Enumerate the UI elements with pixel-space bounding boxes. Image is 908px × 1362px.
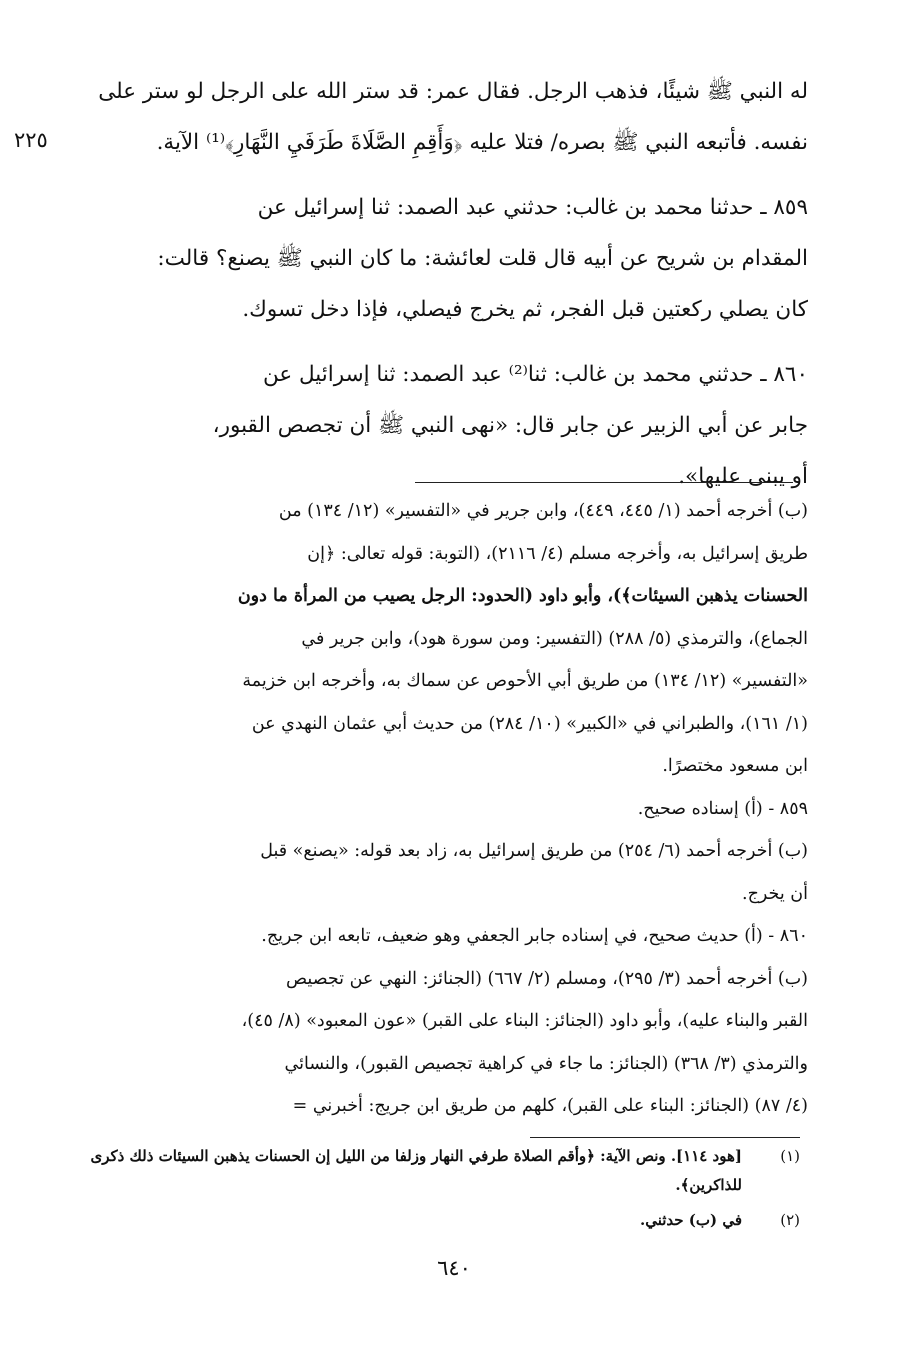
note-line: ٨٦٠ - (أ) حديث صحيح، في إسناده جابر الجعفي وهو ضعيف، تابعه ابن جريج. [261, 926, 808, 946]
main-line: له النبي ﷺ شيئًا، فذهب الرجل. فقال عمر: قد ستر الله على الرجل لو ستر على [98, 79, 808, 104]
page-number: ٦٤٠ [437, 1256, 471, 1280]
main-line: كان يصلي ركعتين قبل الفجر، ثم يخرج فيصلي، فإذا دخل تسوك. [242, 297, 808, 322]
note-line: أن يخرج. [742, 883, 808, 904]
note-line: (ب) أخرجه أحمد (٣/ ٢٩٥)، ومسلم (٢/ ٦٦٧) (الجنائز: النهي عن تجصيص [285, 968, 808, 989]
note-line: طريق إسرائيل به، وأخرجه مسلم (٤/ ٢١١٦)، (التوبة: قوله تعالى: ﴿إن [307, 543, 808, 564]
main-line: المقدام بن شريح عن أبيه قال قلت لعائشة: ما كان النبي ﷺ يصنع؟ قالت: [157, 246, 808, 271]
main-line: أو يبنى عليها». [678, 464, 808, 489]
footnote-number: (١) [780, 1147, 800, 1165]
note-line: (٤/ ٨٧) (الجنائز: البناء على القبر)، كلهم من طريق ابن جريج: أخبرني = [292, 1096, 808, 1116]
hadith-859-line: ٨٥٩ ـ حدثنا محمد بن غالب: حدثني عبد الصمد: ثنا إسرائيل عن [257, 195, 808, 220]
note-line: والترمذي (٣/ ٣٦٨) (الجنائز: ما جاء في كراهية تجصيص القبور)، والنسائي [284, 1053, 808, 1074]
footnote-text: في (ب) حدثني. [639, 1211, 742, 1229]
footnote-2 [66, 1206, 808, 1235]
note-line: (ب) أخرجه أحمد (٦/ ٢٥٤) من طريق إسرائيل به، زاد بعد قوله: «يصنع» قبل [260, 841, 808, 861]
margin-page-reference: ٢٢٥ [14, 128, 48, 152]
note-line: الحسنات يذهبن السيئات﴾)، وأبو داود (الحدود: الرجل يصيب من المرأة ما دون [237, 586, 808, 606]
note-line: «التفسير» (١٢/ ١٣٤) من طريق أبي الأحوص عن سماك به، وأخرجه ابن خزيمة [242, 671, 808, 691]
footnote-divider [530, 1137, 800, 1138]
footnote-text: [هود ١١٤]. ونص الآية: ﴿وأقم الصلاة طرفي النهار وزلفا من الليل إن الحسنات يذهبن السيئات ذلك ذكرى للذاكرين﴾. [90, 1147, 742, 1194]
footnote-number: (٢) [780, 1211, 800, 1229]
note-line: (١/ ١٦١)، والطبراني في «الكبير» (١٠/ ٢٨٤) من حديث أبي عثمان النهدي عن [251, 713, 808, 734]
footnote-1 [66, 1142, 808, 1200]
main-line: نفسه. فأتبعه النبي ﷺ بصره/ فتلا عليه ﴿وَأَقِمِ الصَّلَاةَ طَرَفَيِ النَّهَارِ﴾⁽¹⁾ الآية. [156, 130, 808, 155]
hadith-860-line: ٨٦٠ ـ حدثني محمد بن غالب: ثنا⁽²⁾ عبد الصمد: ثنا إسرائيل عن [262, 362, 808, 387]
note-line: ٨٥٩ - (أ) إسناده صحيح. [637, 798, 808, 819]
commentary-divider [415, 482, 793, 483]
note-line: القبر والبناء عليه)، وأبو داود (الجنائز: البناء على القبر) «عون المعبود» (٨/ ٤٥)، [241, 1011, 808, 1031]
note-line: ابن مسعود مختصرًا. [662, 756, 808, 776]
note-line: (ب) أخرجه أحمد (١/ ٤٤٥، ٤٤٩)، وابن جرير في «التفسير» (١٢/ ١٣٤) من [278, 501, 808, 521]
main-line: جابر عن أبي الزبير عن جابر قال: «نهى النبي ﷺ أن تجصص القبور، [212, 413, 808, 438]
commentary-notes [66, 490, 808, 1128]
main-text [66, 66, 808, 502]
note-line: الجماع)، والترمذي (٥/ ٢٨٨) (التفسير: ومن سورة هود)، وابن جرير في [301, 628, 808, 649]
